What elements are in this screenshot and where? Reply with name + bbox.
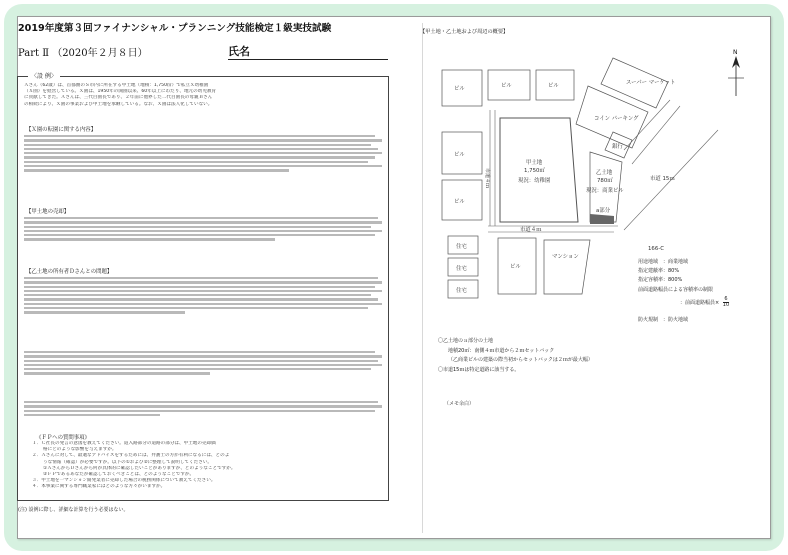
question-line: ２．Ａさんに対して、最適なアドバイスをするためには、弁護士の方が有利になるには、どのよ	[32, 453, 230, 459]
otsu-land-use: 現況：商業ビル	[586, 188, 624, 194]
building-label: ビル	[548, 83, 559, 89]
building-label: ビル	[454, 152, 465, 158]
north-arrow	[728, 49, 744, 96]
a-part-label: a部分	[596, 208, 611, 214]
zoning-fire: 防火規制 ：防火地域	[638, 317, 689, 323]
fraction	[723, 297, 729, 308]
road-east-label: 市道 15ｍ	[650, 176, 675, 182]
question-line: ②ＦＰであるあなたが確認しておくべきことは、どのようなことですか。	[43, 472, 195, 478]
footer-note: (注) 設例に際し、詳細な計算を行う必要はない。	[18, 507, 129, 513]
map-note: 〇乙土地のａ部分の土地	[438, 338, 494, 344]
zoning-road-rule	[680, 297, 729, 308]
map-title: 【甲土地・乙土地および周辺の概要】	[420, 29, 509, 35]
building-label: ビル	[501, 83, 512, 89]
intro-line: Ａさん（62歳）は、首都圏のＳ市内に所在する甲土地（地積：1,750㎡）で私立Ｘ幼稚園	[24, 83, 209, 88]
name-label: 氏名	[228, 45, 250, 58]
road-south-label: 市道４ｍ	[520, 227, 542, 233]
part-label: Part Ⅱ （2020年２月８日）	[18, 48, 148, 59]
name-line	[228, 59, 388, 60]
distance-label: 166-C	[648, 246, 664, 252]
intro-paragraph	[24, 83, 382, 108]
question-line: うな情報（確認）が必要ですか。以下の①および②に整理して説明してください。	[43, 459, 213, 465]
site-map-svg	[418, 40, 758, 310]
section-heading-dispute: 【乙土地の所有者Ｄさんとの問題】	[26, 269, 113, 275]
otsu-land-label: 乙土地	[596, 170, 613, 176]
memo-label: （メモ余白）	[444, 401, 475, 407]
building-label: ビル	[454, 199, 465, 205]
questions-title: 《ＦＰへの質問事項》	[36, 435, 90, 441]
road-west-label: 市道４ｍ	[484, 168, 490, 189]
mansion-block	[544, 240, 590, 294]
sale-paragraph	[24, 215, 382, 243]
bank-label: 銀行	[612, 144, 623, 150]
building-label: ビル	[454, 86, 465, 92]
mansion-label: マンション	[552, 254, 579, 260]
zoning-use: 用途地域 ：商業地域	[638, 259, 689, 265]
intro-line: に貢献してきた。Ａさんは、三代目園長であり、２年前に他界した二代目園長の母親Ｂさん	[24, 95, 213, 101]
intro-line: の相続により、Ｘ園の事業および甲土地を承継している。なお、Ｘ園は法人化していない。	[24, 101, 213, 107]
building-label: ビル	[510, 264, 521, 270]
relocation-paragraph	[24, 133, 382, 174]
fraction-bottom: 10	[722, 302, 730, 308]
question-line: ①ＡさんからＤさんから何が具体的に確認したいことがありますか、どのようなことですか。	[43, 465, 236, 471]
intro-line: （Ｘ園）を経営している。Ｘ園は、1950年の開園以来、60年以上にわたり、地元の幼児教育	[24, 89, 217, 95]
case-box	[17, 73, 389, 501]
question-line: １．Ｃ社長の発言の意図を教えてください。道入路部分の道路の部分は、甲土地の売却価	[32, 441, 216, 446]
map-note: 地積20㎡：南側４ｍ市道から２ｍセットバック	[448, 348, 555, 354]
part-row	[18, 44, 388, 60]
question-line: ４．本事案に関する専門職業家にはどのような方々がいますか。	[32, 484, 166, 490]
site-map	[418, 40, 758, 314]
dispute-paragraph-3	[24, 399, 382, 418]
parking-label: コイン パーキング	[594, 116, 639, 122]
question-line: 格にどのような影響を与えますか。	[43, 447, 117, 453]
questions-list	[32, 441, 380, 491]
section-heading-relocation: 【Ｘ園の転園に関する内容】	[26, 127, 97, 133]
map-note: 〇市道15ｍは特定道路に該当する。	[438, 367, 520, 373]
zoning-road-rule-text: ：前面道路幅員×	[680, 300, 720, 306]
exam-title: 2019年度第３回ファイナンシャル・プランニング技能検定１級実技試験	[18, 23, 332, 34]
otsu-land-area: 780㎡	[597, 178, 613, 184]
road-east-line-2	[632, 106, 680, 164]
section-heading-sale: 【甲土地の売却】	[26, 209, 70, 215]
dispute-paragraph-2	[24, 349, 382, 377]
house-label: 住宅	[456, 288, 467, 294]
map-note: （乙商業ビルの建築の際当初からセットバックは２ｍが最大幅）	[448, 357, 593, 363]
road-east-line	[624, 100, 670, 150]
zoning-far: 指定容積率：800%	[638, 277, 683, 283]
zoning-bcr: 指定建蔽率：80%	[638, 268, 680, 274]
zoning-road-label: 前面道路幅員による容積率の制限	[638, 287, 714, 293]
ko-land-label: 甲土地	[526, 160, 543, 166]
ko-land-area: 1,750㎡	[524, 168, 545, 174]
house-label: 住宅	[456, 244, 467, 250]
ko-land-use: 現況：幼稚園	[518, 178, 551, 184]
case-box-tag: 〈設 例〉	[28, 71, 60, 80]
fraction-top: 6	[724, 296, 728, 302]
north-label: N	[733, 49, 738, 56]
house-label: 住宅	[456, 266, 467, 272]
question-line: ３．甲土地を一マンション開発業者に売却した場合の税務関係について教えてください。	[32, 478, 216, 484]
supermarket-label: スーパー マーケット	[626, 80, 676, 86]
a-part	[590, 214, 614, 224]
dispute-paragraph	[24, 275, 382, 316]
